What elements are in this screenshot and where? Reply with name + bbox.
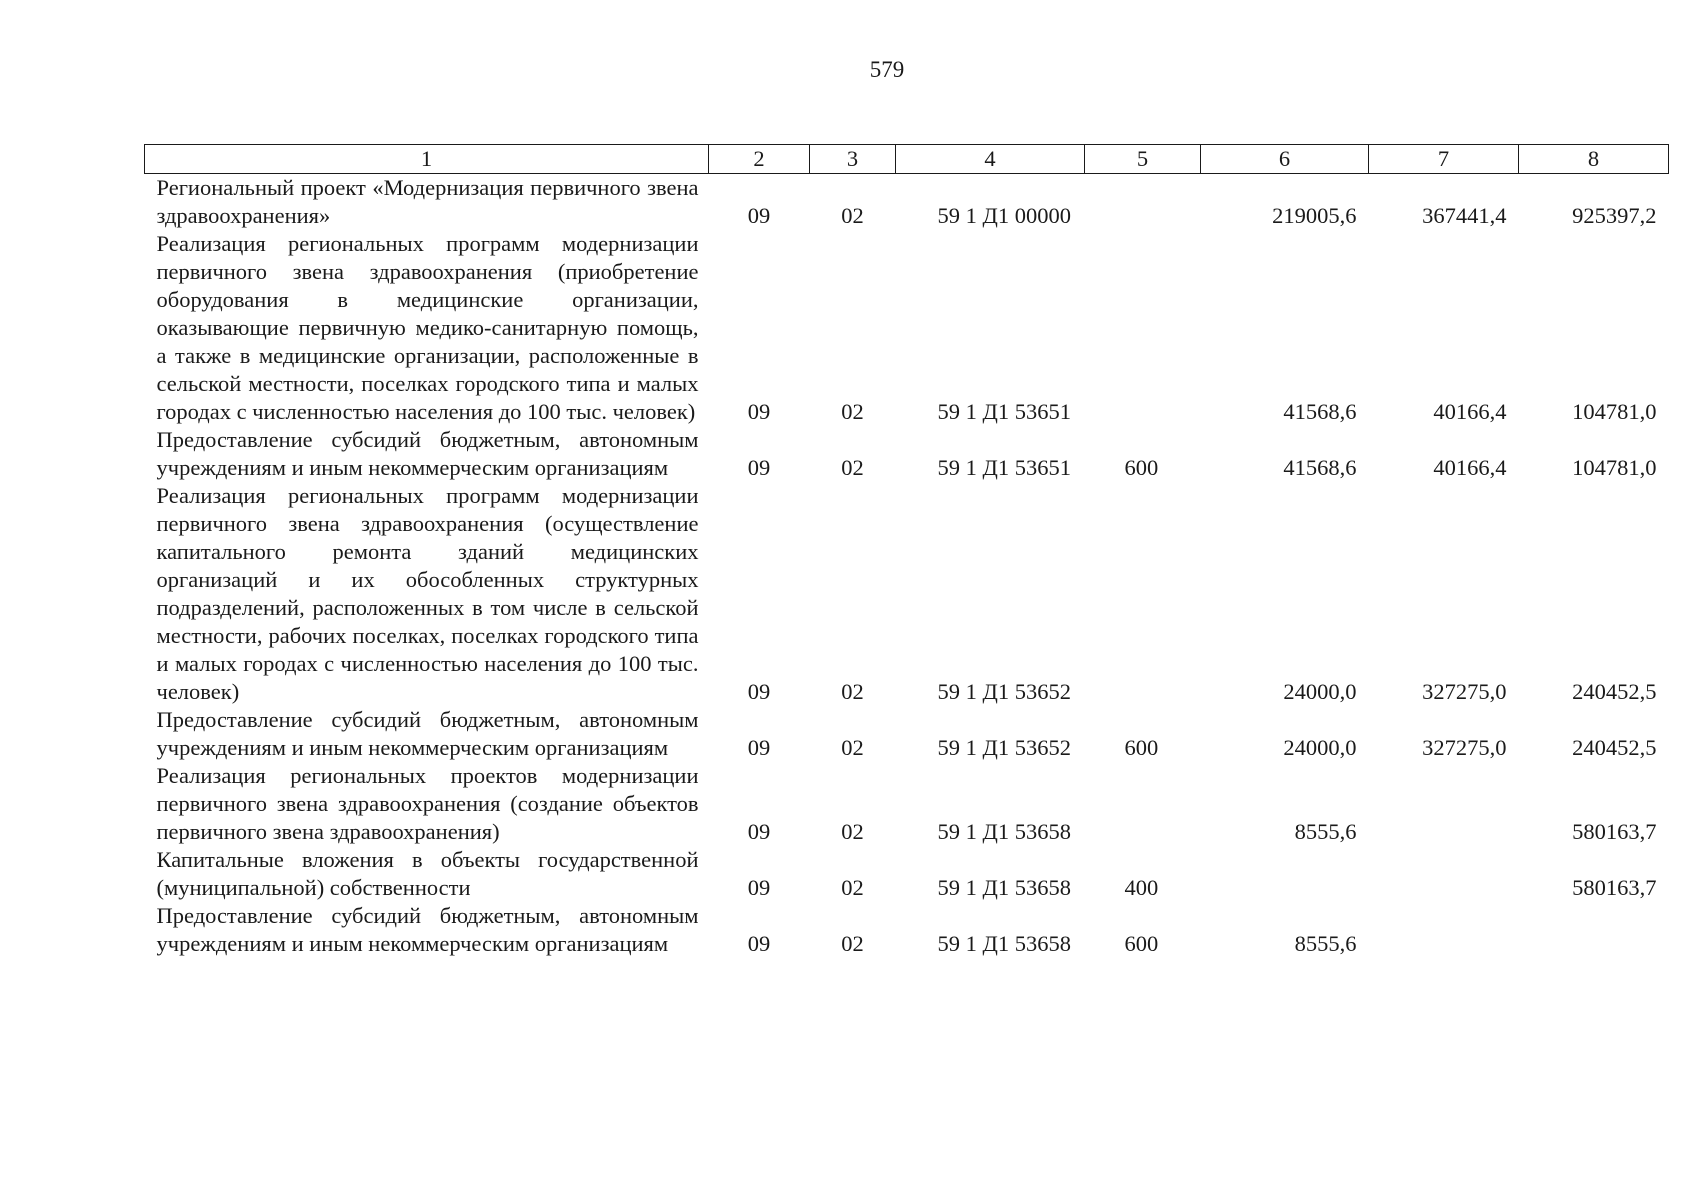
- target-article-code: 59 1 Д1 53658: [937, 931, 1071, 956]
- expense-type-code: 600: [1124, 455, 1159, 480]
- section-code: 09: [747, 399, 771, 424]
- section-code: 09: [747, 735, 771, 760]
- table-body: [145, 174, 1669, 959]
- expense-type-code: [1085, 174, 1201, 231]
- subsection-code: 02: [841, 735, 864, 760]
- expense-type-code: [1085, 230, 1201, 426]
- subsection-code: 02: [841, 679, 864, 704]
- amount-col-8: 925397,2: [1572, 203, 1657, 228]
- amount-col-7: [1369, 846, 1519, 902]
- page-number: 579: [869, 57, 905, 82]
- table-row: [145, 174, 1669, 231]
- target-article-code: 59 1 Д1 53651: [937, 399, 1071, 424]
- amount-col-6: 41568,6: [1283, 455, 1357, 480]
- amount-col-8: 240452,5: [1572, 679, 1657, 704]
- amount-col-7: 40166,4: [1433, 399, 1507, 424]
- target-article-code: 59 1 Д1 53658: [937, 819, 1071, 844]
- amount-col-7: 327275,0: [1422, 679, 1507, 704]
- section-code: 09: [747, 819, 771, 844]
- section-code: 09: [747, 203, 771, 228]
- amount-col-8: 104781,0: [1572, 399, 1657, 424]
- subsection-code: 02: [841, 399, 864, 424]
- item-name: Реализация региональных проектов модернизации первичного звена здравоохранения (создание объектов первичного звена здравоохранения): [156, 763, 699, 844]
- subsection-code: 02: [841, 931, 864, 956]
- section-code: 09: [747, 931, 771, 956]
- amount-col-8: 240452,5: [1572, 735, 1657, 760]
- table-row: [145, 762, 1669, 846]
- target-article-code: 59 1 Д1 53658: [937, 875, 1071, 900]
- header-col-7: 7: [1369, 145, 1519, 174]
- header-row: [145, 145, 1669, 174]
- budget-table: [144, 144, 1669, 958]
- amount-col-6: 41568,6: [1283, 399, 1357, 424]
- subsection-code: 02: [841, 875, 864, 900]
- amount-col-6: 24000,0: [1283, 735, 1357, 760]
- table-row: [145, 706, 1669, 762]
- expense-type-code: 600: [1124, 735, 1159, 760]
- section-code: 09: [747, 455, 771, 480]
- header-col-4: 4: [896, 145, 1085, 174]
- header-col-2: 2: [709, 145, 810, 174]
- amount-col-7: 40166,4: [1433, 455, 1507, 480]
- item-name: Предоставление субсидий бюджетным, автономным учреждениям и иным некоммерческим организациям: [156, 903, 699, 956]
- subsection-code: 02: [841, 203, 864, 228]
- amount-col-7: [1369, 902, 1519, 958]
- target-article-code: 59 1 Д1 53651: [937, 455, 1071, 480]
- subsection-code: 02: [841, 455, 864, 480]
- table-row: [145, 482, 1669, 706]
- amount-col-6: 24000,0: [1283, 679, 1357, 704]
- table-row: [145, 426, 1669, 482]
- header-col-8: 8: [1519, 145, 1669, 174]
- item-name: Предоставление субсидий бюджетным, автономным учреждениям и иным некоммерческим организациям: [156, 707, 699, 760]
- section-code: 09: [747, 679, 771, 704]
- header-col-5: 5: [1085, 145, 1201, 174]
- header-col-1: 1: [145, 145, 709, 174]
- section-code: 09: [747, 875, 771, 900]
- expense-type-code: 600: [1124, 931, 1159, 956]
- amount-col-6: 8555,6: [1294, 819, 1357, 844]
- amount-col-8: 104781,0: [1572, 455, 1657, 480]
- target-article-code: 59 1 Д1 53652: [937, 735, 1071, 760]
- table-row: [145, 846, 1669, 902]
- amount-col-8: [1519, 902, 1669, 958]
- item-name: Региональный проект «Модернизация первичного звена здравоохранения»: [156, 175, 699, 228]
- target-article-code: 59 1 Д1 00000: [937, 203, 1071, 228]
- header-col-6: 6: [1201, 145, 1369, 174]
- amount-col-7: 367441,4: [1422, 203, 1507, 228]
- item-name: Капитальные вложения в объекты государственной (муниципальной) собственности: [156, 847, 699, 900]
- target-article-code: 59 1 Д1 53652: [937, 679, 1071, 704]
- amount-col-8: 580163,7: [1572, 875, 1657, 900]
- amount-col-8: 580163,7: [1572, 819, 1657, 844]
- item-name: Реализация региональных программ модернизации первичного звена здравоохранения (приобретение оборудования в медицинские организации, оказывающие первичную медико-санитарную помощь, а также в медицинские организации, расположенные в сельской местности, поселках городского типа и малых городах с численностью населения до 100 тыс. человек): [156, 231, 699, 424]
- header-col-3: 3: [810, 145, 896, 174]
- item-name: Предоставление субсидий бюджетным, автономным учреждениям и иным некоммерческим организациям: [156, 427, 699, 480]
- item-name: Реализация региональных программ модернизации первичного звена здравоохранения (осуществление капитального ремонта зданий медицинских организаций и их обособленных структурных подразделений, расположенных в том числе в сельской местности, рабочих поселках, поселках городского типа и малых городах с численностью населения до 100 тыс. человек): [156, 483, 699, 704]
- amount-col-6: 219005,6: [1272, 203, 1357, 228]
- table-row: [145, 902, 1669, 958]
- table-row: [145, 230, 1669, 426]
- amount-col-7: [1369, 762, 1519, 846]
- amount-col-6: [1201, 846, 1369, 902]
- amount-col-7: 327275,0: [1422, 735, 1507, 760]
- expense-type-code: [1085, 482, 1201, 706]
- expense-type-code: [1085, 762, 1201, 846]
- expense-type-code: 400: [1124, 875, 1159, 900]
- amount-col-6: 8555,6: [1294, 931, 1357, 956]
- table-header: [145, 145, 1669, 174]
- subsection-code: 02: [841, 819, 864, 844]
